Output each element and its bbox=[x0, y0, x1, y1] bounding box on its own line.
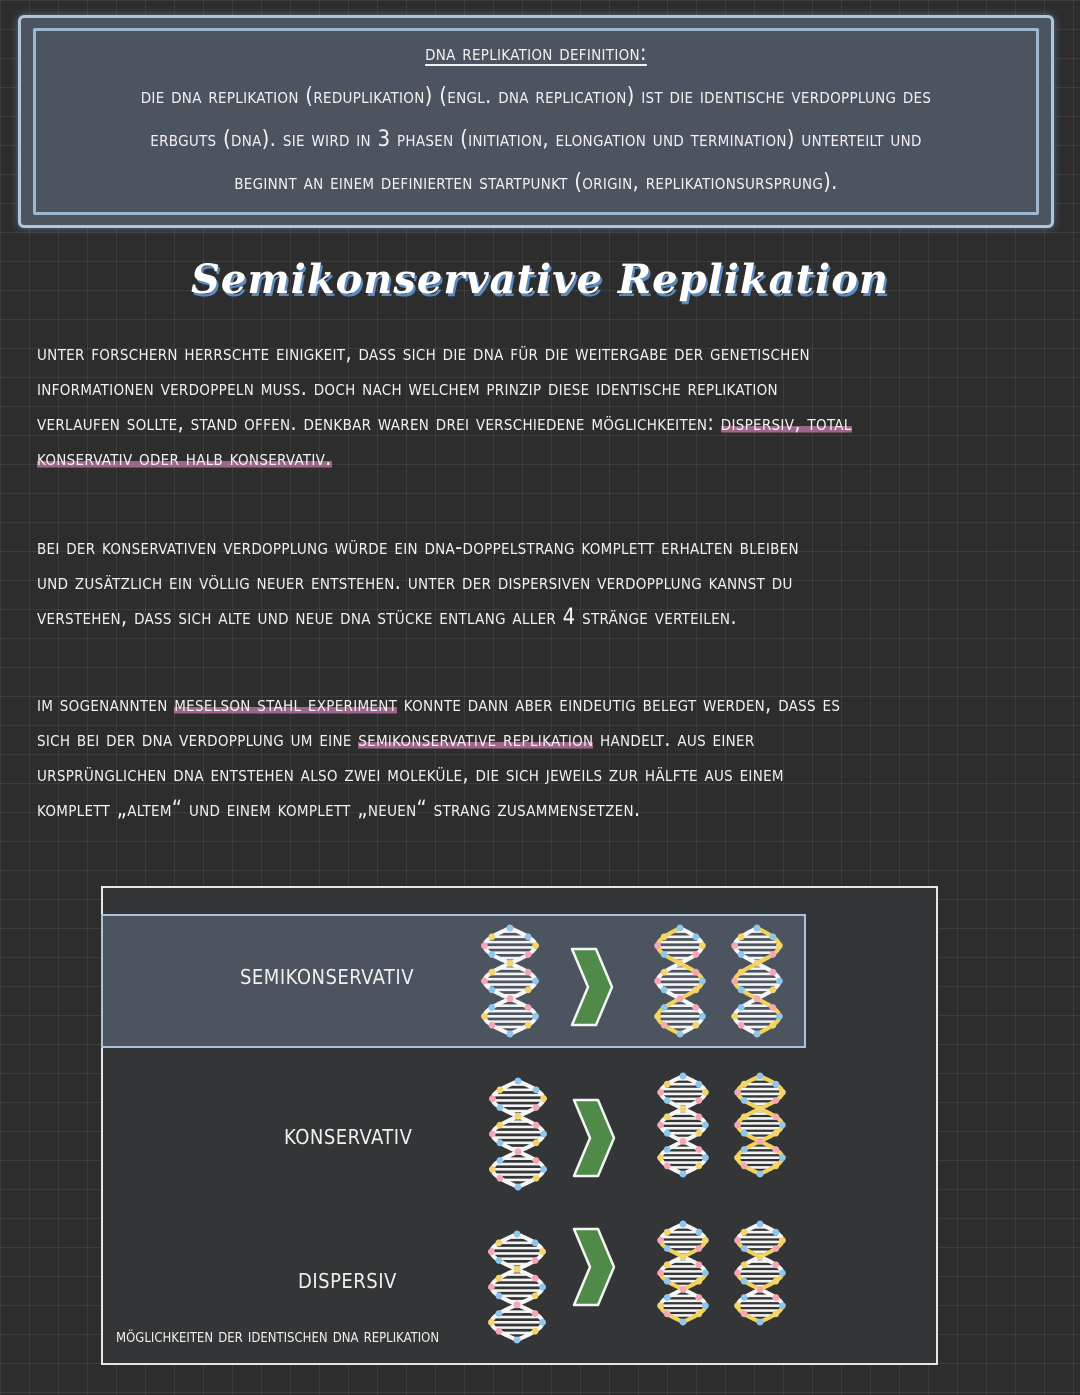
dna-bead bbox=[695, 1113, 702, 1120]
dna-bead bbox=[496, 1175, 503, 1182]
dna-bead bbox=[695, 1081, 702, 1088]
dna-bead bbox=[741, 1310, 748, 1317]
figure-caption: möglichkeiten der identischen dna replikation bbox=[116, 1326, 440, 1347]
dna-bead bbox=[495, 1239, 502, 1246]
highlight-semikonservative: semikonservative replikation bbox=[358, 727, 594, 752]
dna-bead bbox=[738, 1004, 745, 1011]
dna-bead bbox=[772, 1245, 779, 1252]
paragraph-3-line-2c: handelt. aus einer bbox=[593, 727, 755, 752]
chevron-right-icon bbox=[572, 1227, 616, 1307]
dna-bead bbox=[661, 933, 668, 940]
definition-title: dna replikation definition: bbox=[425, 41, 647, 66]
dna-bead bbox=[695, 1278, 702, 1285]
dna-bead bbox=[664, 1146, 671, 1153]
dna-bead bbox=[757, 1286, 764, 1293]
dna-bead bbox=[769, 933, 776, 940]
dna-bead bbox=[677, 1031, 684, 1038]
dna-bead bbox=[695, 1162, 702, 1169]
dna-bead bbox=[772, 1097, 779, 1104]
dna-bead bbox=[695, 1146, 702, 1153]
dna-bead bbox=[496, 1122, 503, 1129]
dna-bead bbox=[532, 1013, 539, 1020]
dna-helix-icon bbox=[725, 1218, 795, 1328]
dna-bead bbox=[738, 969, 745, 976]
paragraph-3 bbox=[37, 687, 1047, 827]
dna-bead bbox=[734, 1154, 741, 1161]
dna-bead bbox=[495, 1275, 502, 1282]
dna-bead bbox=[702, 1237, 709, 1244]
dna-bead bbox=[532, 978, 539, 985]
dna-bead bbox=[776, 942, 783, 949]
label-semikonservativ: semikonservativ bbox=[240, 958, 415, 991]
dna-bead bbox=[680, 1319, 687, 1326]
dna-helix-icon bbox=[648, 1218, 718, 1328]
dna-bead bbox=[540, 1095, 547, 1102]
dna-bead bbox=[699, 942, 706, 949]
dna-bead bbox=[741, 1261, 748, 1268]
paragraph-1-line-3: verlaufen sollte, stand offen. denkbar waren drei verschiedene möglichkeiten: bbox=[37, 411, 721, 436]
dna-bead bbox=[692, 933, 699, 940]
dna-bead bbox=[657, 1122, 664, 1129]
dna-bead bbox=[496, 1157, 503, 1164]
dna-bead bbox=[769, 951, 776, 958]
dna-bead bbox=[488, 1319, 495, 1326]
dna-bead bbox=[525, 1022, 532, 1029]
dna-bead bbox=[695, 1245, 702, 1252]
dna-bead bbox=[532, 1257, 539, 1264]
dna-bead bbox=[734, 1089, 741, 1096]
dna-bead bbox=[515, 1078, 522, 1085]
dna-bead bbox=[680, 1073, 687, 1080]
dna-bead bbox=[779, 1122, 786, 1129]
dna-bead bbox=[695, 1229, 702, 1236]
dna-bead bbox=[776, 1013, 783, 1020]
dna-helix-icon bbox=[470, 922, 550, 1040]
dna-bead bbox=[489, 1131, 496, 1138]
dna-bead bbox=[657, 1089, 664, 1096]
dna-bead bbox=[507, 960, 514, 967]
dna-bead bbox=[776, 978, 783, 985]
dna-bead bbox=[741, 1146, 748, 1153]
dna-bead bbox=[507, 995, 514, 1002]
highlight-dispersiv-total: dispersiv, total bbox=[720, 411, 852, 436]
dna-bead bbox=[540, 1166, 547, 1173]
dna-bead bbox=[695, 1294, 702, 1301]
dna-bead bbox=[495, 1257, 502, 1264]
dna-bead bbox=[741, 1294, 748, 1301]
dna-bead bbox=[514, 1301, 521, 1308]
dna-bead bbox=[539, 1284, 546, 1291]
dna-bead bbox=[680, 1286, 687, 1293]
dna-bead bbox=[525, 969, 532, 976]
dna-bead bbox=[695, 1261, 702, 1268]
highlight-meselson-stahl: meselson stahl experiment bbox=[174, 692, 398, 717]
definition-text bbox=[30, 32, 1042, 204]
dna-helix-icon bbox=[477, 1228, 557, 1346]
dna-bead bbox=[702, 1089, 709, 1096]
dna-bead bbox=[488, 1284, 495, 1291]
dna-bead bbox=[695, 1130, 702, 1137]
paragraph-3-line-1c: konnte dann aber eindeutig belegt werden, dass es bbox=[397, 692, 841, 717]
dna-bead bbox=[489, 1095, 496, 1102]
dna-bead bbox=[532, 1328, 539, 1335]
dna-bead bbox=[772, 1278, 779, 1285]
dna-bead bbox=[699, 978, 706, 985]
dna-bead bbox=[496, 1086, 503, 1093]
dna-bead bbox=[741, 1162, 748, 1169]
dna-bead bbox=[533, 1175, 540, 1182]
dna-bead bbox=[657, 1237, 664, 1244]
dna-bead bbox=[692, 951, 699, 958]
dna-bead bbox=[757, 1138, 764, 1145]
dna-helix-icon bbox=[478, 1075, 558, 1193]
dna-bead bbox=[692, 1004, 699, 1011]
dna-bead bbox=[680, 1138, 687, 1145]
dna-bead bbox=[754, 925, 761, 932]
dna-bead bbox=[779, 1154, 786, 1161]
definition-line-1: die dna replikation (reduplikation) (engl. dna replication) ist die identische verdopplung des bbox=[140, 84, 932, 109]
dna-bead bbox=[507, 925, 514, 932]
dna-bead bbox=[734, 1122, 741, 1129]
dna-bead bbox=[664, 1245, 671, 1252]
dna-bead bbox=[539, 1319, 546, 1326]
dna-bead bbox=[702, 1302, 709, 1309]
label-dispersiv: dispersiv bbox=[298, 1262, 397, 1295]
dna-bead bbox=[481, 942, 488, 949]
dna-bead bbox=[779, 1270, 786, 1277]
dna-bead bbox=[677, 925, 684, 932]
dna-bead bbox=[664, 1310, 671, 1317]
dna-bead bbox=[702, 1270, 709, 1277]
dna-bead bbox=[532, 1292, 539, 1299]
dna-bead bbox=[657, 1154, 664, 1161]
dna-helix-icon bbox=[725, 1070, 795, 1180]
dna-bead bbox=[738, 1022, 745, 1029]
dna-bead bbox=[772, 1310, 779, 1317]
dna-bead bbox=[772, 1261, 779, 1268]
dna-bead bbox=[514, 1231, 521, 1238]
dna-bead bbox=[772, 1130, 779, 1137]
dna-bead bbox=[757, 1073, 764, 1080]
dna-bead bbox=[525, 951, 532, 958]
paragraph-2-line-1: bei der konservativen verdopplung würde ein dna-doppelstrang komplett erhalten bleiben bbox=[37, 535, 799, 560]
paragraph-1 bbox=[37, 336, 1037, 476]
dna-bead bbox=[695, 1310, 702, 1317]
dna-bead bbox=[525, 1004, 532, 1011]
dna-bead bbox=[495, 1310, 502, 1317]
dna-helix-icon bbox=[648, 1070, 718, 1180]
dna-bead bbox=[757, 1105, 764, 1112]
dna-bead bbox=[738, 951, 745, 958]
dna-bead bbox=[481, 978, 488, 985]
dna-bead bbox=[525, 933, 532, 940]
dna-bead bbox=[772, 1162, 779, 1169]
dna-bead bbox=[495, 1328, 502, 1335]
dna-bead bbox=[754, 995, 761, 1002]
definition-line-2: erbguts (dna). sie wird in 3 phasen (initiation, elongation und termination) unterteilt und bbox=[150, 127, 922, 152]
dna-bead bbox=[757, 1319, 764, 1326]
paragraph-2-line-2: und zusätzlich ein völlig neuer entstehen. unter der dispersiven verdopplung kannst du bbox=[37, 570, 793, 595]
dna-bead bbox=[664, 1278, 671, 1285]
dna-bead bbox=[731, 942, 738, 949]
dna-bead bbox=[731, 1013, 738, 1020]
dna-bead bbox=[772, 1113, 779, 1120]
dna-bead bbox=[488, 933, 495, 940]
dna-bead bbox=[488, 951, 495, 958]
dna-bead bbox=[532, 1310, 539, 1317]
dna-bead bbox=[532, 1239, 539, 1246]
dna-bead bbox=[532, 942, 539, 949]
dna-bead bbox=[540, 1131, 547, 1138]
dna-bead bbox=[757, 1221, 764, 1228]
dna-bead bbox=[654, 942, 661, 949]
dna-bead bbox=[769, 969, 776, 976]
dna-bead bbox=[488, 1248, 495, 1255]
dna-bead bbox=[769, 1022, 776, 1029]
dna-bead bbox=[654, 1013, 661, 1020]
dna-bead bbox=[772, 1294, 779, 1301]
dna-bead bbox=[496, 1104, 503, 1111]
dna-bead bbox=[757, 1253, 764, 1260]
dna-bead bbox=[734, 1237, 741, 1244]
dna-bead bbox=[741, 1081, 748, 1088]
dna-bead bbox=[664, 1097, 671, 1104]
dna-bead bbox=[533, 1122, 540, 1129]
dna-bead bbox=[741, 1130, 748, 1137]
dna-bead bbox=[769, 1004, 776, 1011]
dna-bead bbox=[657, 1302, 664, 1309]
dna-bead bbox=[533, 1157, 540, 1164]
paragraph-3-line-3: ursprünglichen dna entstehen also zwei moleküle, die sich jeweils zur hälfte aus einem bbox=[37, 762, 784, 787]
chevron-right-icon bbox=[570, 947, 614, 1027]
dna-bead bbox=[757, 1171, 764, 1178]
chevron-right-icon bbox=[572, 1098, 616, 1178]
paragraph-2-line-3: verstehen, dass sich alte und neue dna stücke entlang aller 4 stränge verteilen. bbox=[37, 605, 737, 630]
dna-bead bbox=[769, 986, 776, 993]
dna-bead bbox=[532, 1275, 539, 1282]
dna-bead bbox=[734, 1302, 741, 1309]
dna-bead bbox=[741, 1097, 748, 1104]
dna-bead bbox=[515, 1113, 522, 1120]
dna-bead bbox=[664, 1261, 671, 1268]
dna-bead bbox=[533, 1104, 540, 1111]
dna-bead bbox=[507, 1031, 514, 1038]
dna-bead bbox=[495, 1292, 502, 1299]
highlight-konservativ: konservativ oder halb konservativ. bbox=[37, 446, 332, 471]
dna-bead bbox=[754, 960, 761, 967]
dna-bead bbox=[779, 1089, 786, 1096]
dna-helix-icon bbox=[722, 922, 792, 1040]
dna-bead bbox=[514, 1337, 521, 1344]
dna-bead bbox=[738, 986, 745, 993]
paragraph-2 bbox=[37, 530, 1037, 635]
dna-bead bbox=[741, 1278, 748, 1285]
dna-bead bbox=[515, 1184, 522, 1191]
label-konservativ: konservativ bbox=[284, 1118, 413, 1151]
dna-bead bbox=[680, 1221, 687, 1228]
paragraph-1-line-2: informationen verdoppeln muss. doch nach welchem prinzip diese identische replikation bbox=[37, 376, 778, 401]
dna-bead bbox=[661, 969, 668, 976]
dna-bead bbox=[664, 1162, 671, 1169]
paragraph-1-line-1: unter forschern herrschte einigkeit, dass sich die dna für die weitergabe der genetischen bbox=[37, 341, 810, 366]
dna-bead bbox=[734, 1270, 741, 1277]
dna-bead bbox=[488, 969, 495, 976]
dna-bead bbox=[772, 1081, 779, 1088]
dna-bead bbox=[496, 1139, 503, 1146]
dna-bead bbox=[488, 1022, 495, 1029]
dna-bead bbox=[664, 1130, 671, 1137]
definition-line-3: beginnt an einem definierten startpunkt (origin, replikationsursprung). bbox=[234, 170, 838, 195]
dna-bead bbox=[525, 986, 532, 993]
dna-bead bbox=[661, 951, 668, 958]
dna-bead bbox=[680, 1105, 687, 1112]
dna-bead bbox=[702, 1154, 709, 1161]
dna-bead bbox=[488, 1004, 495, 1011]
paragraph-3-line-1a: im sogenannten bbox=[37, 692, 175, 717]
dna-bead bbox=[695, 1097, 702, 1104]
dna-bead bbox=[533, 1139, 540, 1146]
dna-bead bbox=[664, 1081, 671, 1088]
dna-bead bbox=[677, 995, 684, 1002]
dna-bead bbox=[661, 1022, 668, 1029]
dna-bead bbox=[741, 1113, 748, 1120]
dna-bead bbox=[680, 1171, 687, 1178]
dna-bead bbox=[664, 1229, 671, 1236]
paragraph-3-line-2a: sich bei der dna verdopplung um eine bbox=[37, 727, 359, 752]
paragraph-3-line-4: komplett „altem“ und einem komplett „neuen“ strang zusammensetzen. bbox=[37, 797, 641, 822]
dna-bead bbox=[539, 1248, 546, 1255]
dna-bead bbox=[692, 969, 699, 976]
dna-bead bbox=[488, 986, 495, 993]
dna-bead bbox=[514, 1266, 521, 1273]
dna-bead bbox=[515, 1148, 522, 1155]
dna-bead bbox=[741, 1245, 748, 1252]
dna-bead bbox=[754, 1031, 761, 1038]
dna-bead bbox=[702, 1122, 709, 1129]
dna-bead bbox=[664, 1294, 671, 1301]
dna-bead bbox=[661, 1004, 668, 1011]
dna-bead bbox=[481, 1013, 488, 1020]
dna-bead bbox=[533, 1086, 540, 1093]
dna-bead bbox=[680, 1253, 687, 1260]
dna-bead bbox=[661, 986, 668, 993]
dna-bead bbox=[664, 1113, 671, 1120]
dna-bead bbox=[657, 1270, 664, 1277]
dna-bead bbox=[772, 1229, 779, 1236]
dna-bead bbox=[779, 1237, 786, 1244]
dna-helix-icon bbox=[645, 922, 715, 1040]
dna-bead bbox=[731, 978, 738, 985]
dna-bead bbox=[772, 1146, 779, 1153]
dna-bead bbox=[692, 986, 699, 993]
dna-bead bbox=[692, 1022, 699, 1029]
dna-bead bbox=[741, 1229, 748, 1236]
dna-bead bbox=[738, 933, 745, 940]
dna-bead bbox=[677, 960, 684, 967]
dna-bead bbox=[489, 1166, 496, 1173]
dna-bead bbox=[654, 978, 661, 985]
section-heading: Semikonservative Replikation bbox=[191, 256, 889, 303]
dna-bead bbox=[779, 1302, 786, 1309]
dna-bead bbox=[699, 1013, 706, 1020]
